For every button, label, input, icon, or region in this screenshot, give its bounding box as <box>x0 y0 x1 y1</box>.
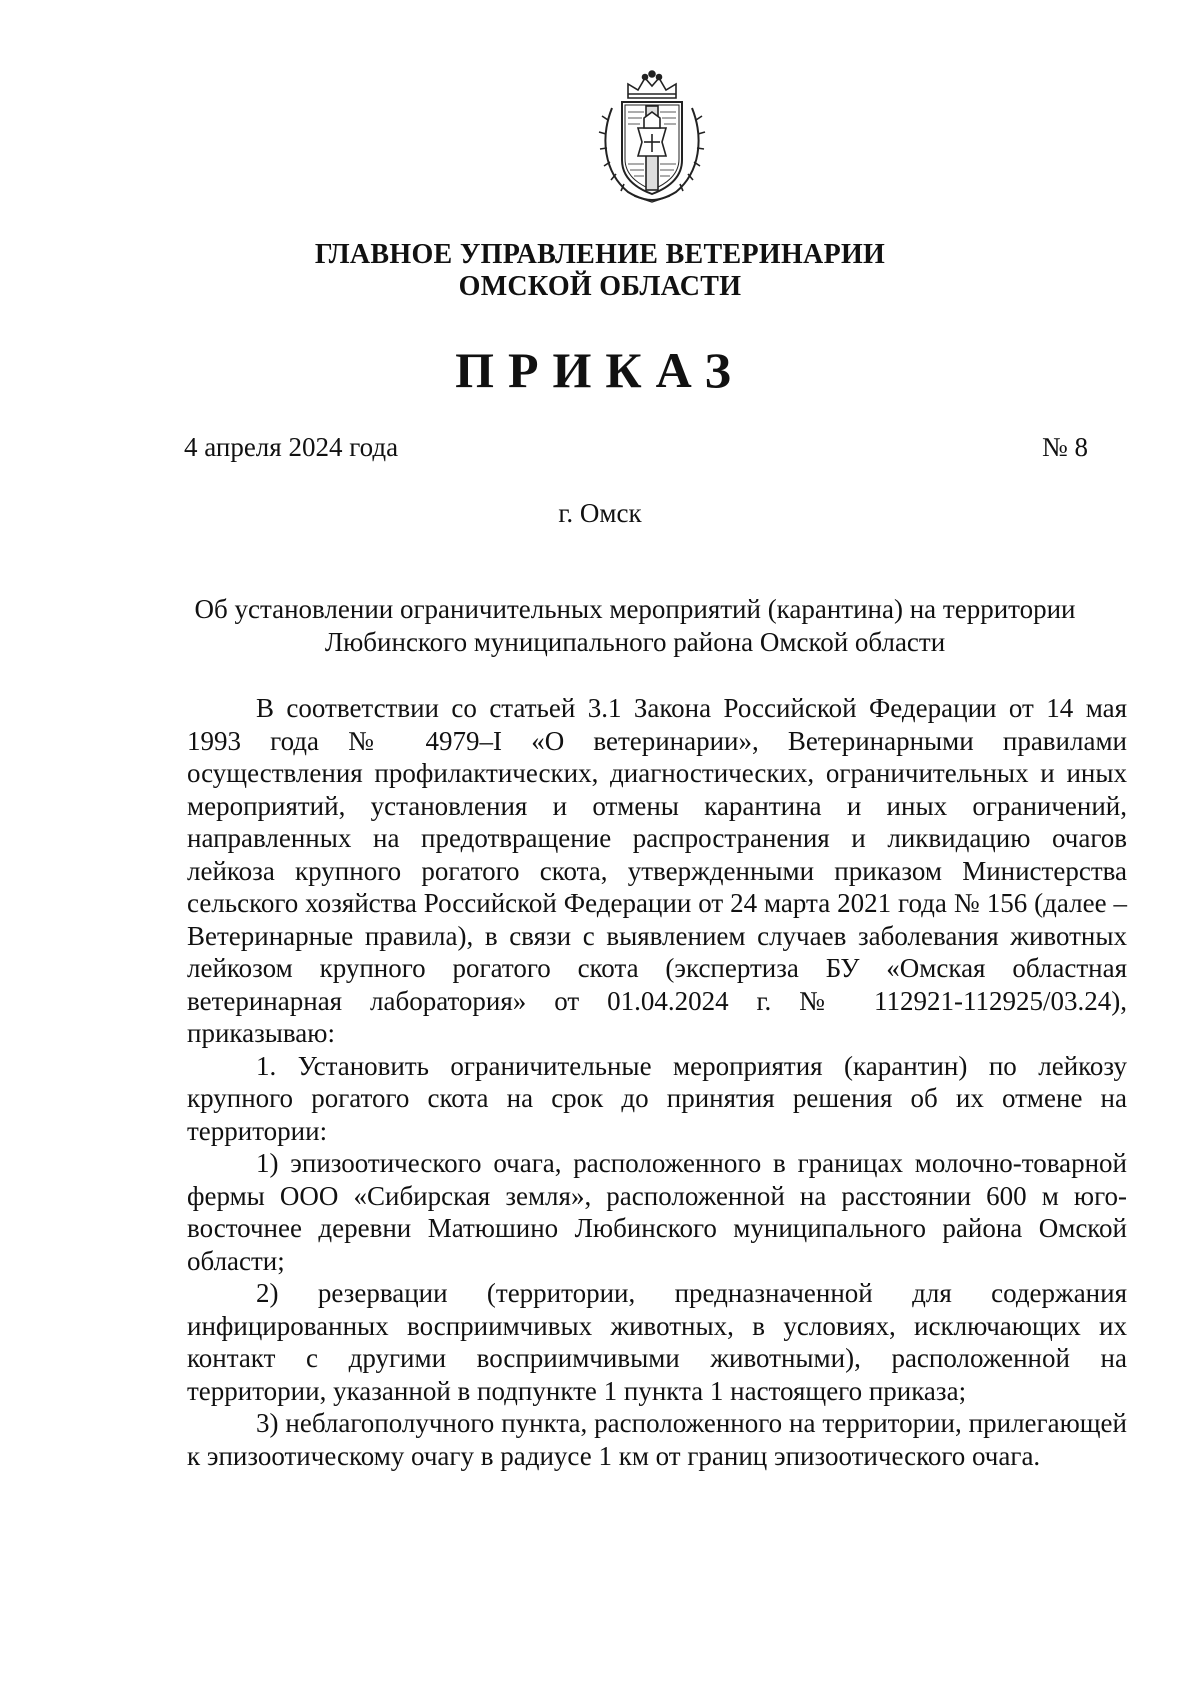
organization-name-line-1: ГЛАВНОЕ УПРАВЛЕНИЕ ВЕТЕРИНАРИИ <box>314 239 886 270</box>
preamble-paragraph: В соответствии со статьей 3.1 Закона Российской Федерации от 14 мая 1993 года № 4979–I «О ветеринарии», Ветеринарными правилами осуществления профилактических, диагностических, ограничительных и иных мероприятий, установления и отмены карантина и иных ограничений, направленных на предотвращение распространения и ликвидацию очагов лейкоза крупного рогатого скота, утвержденными приказом Министерства сельского хозяйства Российской Федерации от 24 марта 2021 года № 156 (далее – Ветеринарные правила), в связи с выявлением случаев заболевания животных лейкозом крупного рогатого скота (экспертиза БУ «Омская областная ветеринарная лаборатория» от 01.04.2024 г. № 112921-112925/03.24), приказываю: <box>187 693 1127 1048</box>
coat-of-arms-omsk-icon <box>598 68 706 204</box>
organization-name-line-2: ОМСКОЙ ОБЛАСТИ <box>458 271 742 302</box>
subclause-3-paragraph: 3) неблагополучного пункта, расположенного на территории, прилегающей к эпизоотическому очагу в радиусе 1 км от границ эпизоотического очага. <box>187 1408 1127 1471</box>
document-date: 4 апреля 2024 года <box>184 432 399 462</box>
subclause-1-paragraph: 1) эпизоотического очага, расположенного в границах молочно-товарной фермы ООО «Сибирская земля», расположенной на расстоянии 600 м юго-восточнее деревни Матюшино Любинского муниципального района Омской области; <box>187 1148 1127 1276</box>
document-city: г. Омск <box>558 498 642 528</box>
document-subject <box>140 593 1130 659</box>
document-number: № 8 <box>1041 432 1088 462</box>
clause-1-paragraph: 1. Установить ограничительные мероприятия (карантин) по лейкозу крупного рогатого скота на срок до принятия решения об их отмене на территории: <box>187 1050 1127 1146</box>
document-type-title: ПРИКАЗ <box>455 342 745 398</box>
subject-line-2: Любинского муниципального района Омской области <box>324 627 946 657</box>
subject-line-1: Об установлении ограничительных мероприятий (карантина) на территории <box>194 594 1076 624</box>
subclause-2-paragraph: 2) резервации (территории, предназначенной для содержания инфицированных восприимчивых животных, в условиях, исключающих их контакт с другими восприимчивыми животными), расположенной на территории, указанной в подпункте 1 пункта 1 настоящего приказа; <box>187 1278 1127 1406</box>
document-body <box>187 692 1127 1472</box>
